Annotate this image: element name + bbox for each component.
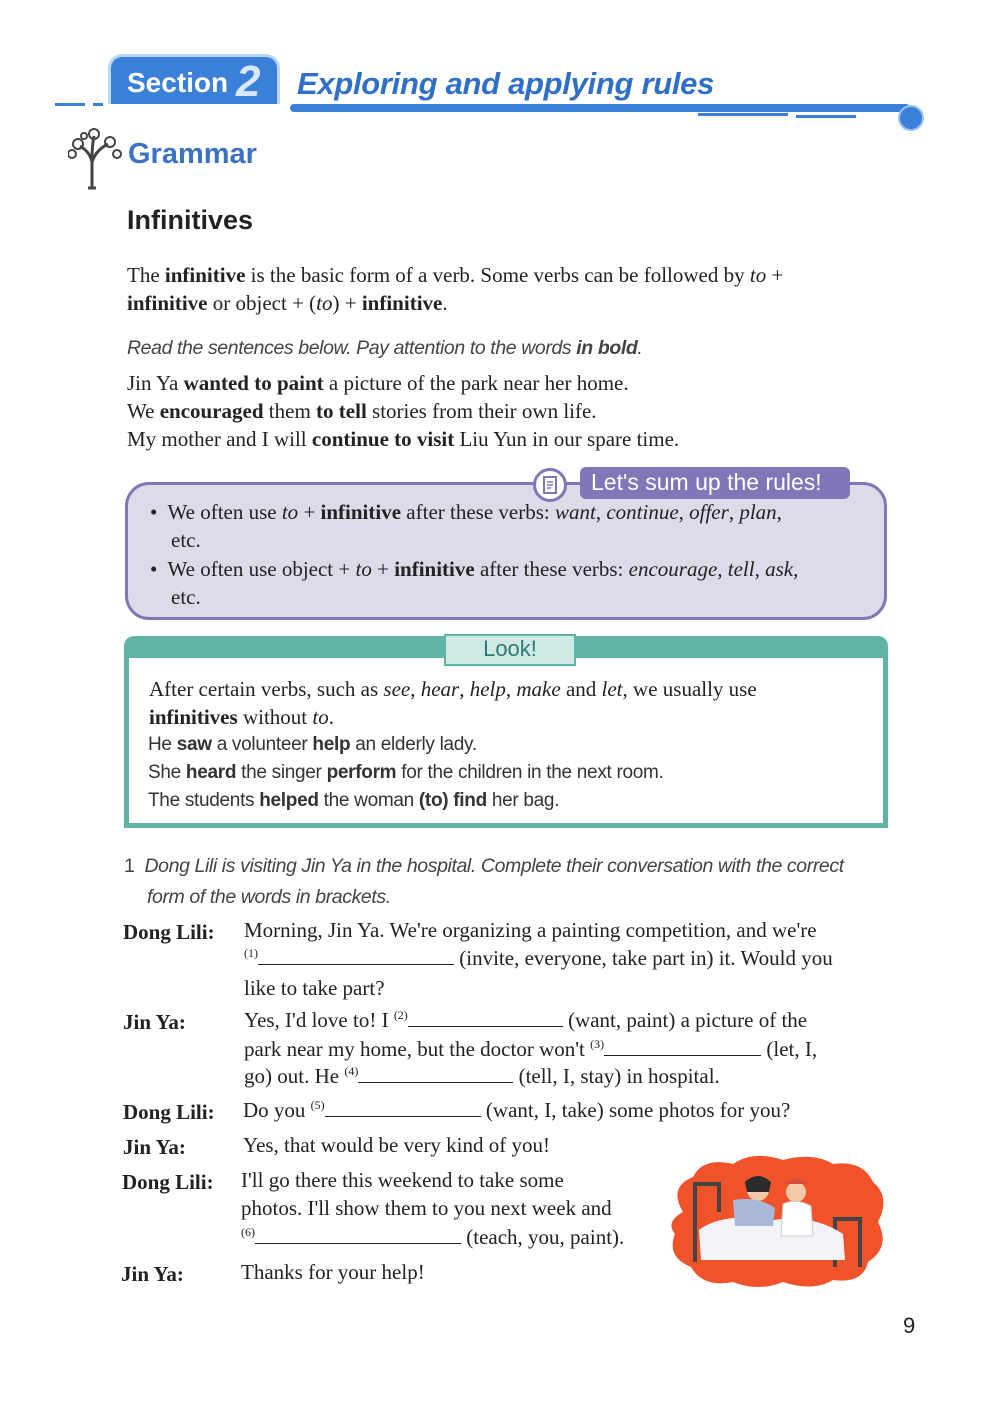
line-5b: photos. I'll show them to you next week and bbox=[241, 1196, 612, 1220]
speaker-3: Dong Lili: bbox=[123, 1100, 215, 1124]
example-sentences bbox=[127, 369, 679, 453]
header-dot bbox=[898, 105, 924, 131]
line-5a: I'll go there this weekend to take some bbox=[241, 1168, 564, 1192]
sum-up-label: Let's sum up the rules! bbox=[591, 469, 822, 495]
section-tab bbox=[108, 54, 280, 104]
line-1c: like to take part? bbox=[244, 976, 385, 1000]
tree-icon bbox=[68, 128, 122, 190]
example-2: We encouraged them to tell stories from their own life. bbox=[127, 399, 597, 423]
section-word: Section bbox=[127, 67, 229, 98]
header-underline bbox=[290, 104, 910, 112]
topic-title: Infinitives bbox=[127, 205, 254, 235]
look-example-1: He saw a volunteer help an elderly lady. bbox=[148, 734, 477, 755]
notes-icon bbox=[533, 468, 567, 502]
exercise-instruction: 1 Dong Lili is visiting Jin Ya in the hospital. Complete their conversation with the correct form of the words in brackets. bbox=[124, 855, 844, 908]
section-title: Exploring and applying rules bbox=[297, 66, 715, 101]
blank-4[interactable] bbox=[358, 1066, 513, 1083]
example-3: My mother and I will continue to visit Liu Yun in our spare time. bbox=[127, 427, 680, 451]
line-1b: $^{(1)}$ (invite, everyone, take part in) it. Would you bbox=[244, 946, 833, 970]
look-paragraph: After certain verbs, such as see, hear, help, make and let, we usually use infinitives without to. bbox=[149, 677, 757, 729]
blank-6[interactable] bbox=[255, 1227, 461, 1244]
rule-2: • We often use object + to + infinitive after these verbs: encourage, tell, ask, etc. bbox=[150, 557, 799, 609]
speaker-4: Jin Ya: bbox=[123, 1135, 186, 1159]
hospital-bed-illustration bbox=[663, 1152, 890, 1290]
speaker-2: Jin Ya: bbox=[123, 1010, 186, 1034]
line-3: Do you $^{(5)}$ (want, I, take) some photos for you? bbox=[243, 1098, 791, 1122]
look-label: Look! bbox=[483, 636, 537, 661]
look-example-2: She heard the singer perform for the children in the next room. bbox=[148, 762, 664, 783]
line-5c: $^{(6)}$ (teach, you, paint). bbox=[241, 1225, 625, 1249]
blank-3[interactable] bbox=[604, 1039, 761, 1056]
grammar-title: Grammar bbox=[128, 138, 257, 170]
page-number: 9 bbox=[903, 1313, 916, 1338]
instruction: Read the sentences below. Pay attention to the words in bold. bbox=[127, 337, 643, 359]
line-4: Yes, that would be very kind of you! bbox=[243, 1133, 551, 1157]
blank-2[interactable] bbox=[408, 1010, 563, 1027]
line-1a: Morning, Jin Ya. We're organizing a painting competition, and we're bbox=[244, 918, 817, 942]
speaker-5: Dong Lili: bbox=[122, 1170, 214, 1194]
section-number: 2 bbox=[236, 57, 261, 106]
intro-paragraph: The infinitive is the basic form of a verb. Some verbs can be followed by to + infinitive or object + (to) + infinitive. bbox=[127, 263, 784, 315]
line-2a: Yes, I'd love to! I $^{(2)}$ (want, paint) a picture of the bbox=[244, 1008, 808, 1032]
example-1: Jin Ya wanted to paint a picture of the park near her home. bbox=[127, 371, 629, 395]
speaker-6: Jin Ya: bbox=[121, 1262, 184, 1286]
line-2c: go) out. He $^{(4)}$ (tell, I, stay) in hospital. bbox=[244, 1064, 720, 1088]
rule-1: • We often use to + infinitive after these verbs: want, continue, offer, plan, etc. bbox=[150, 500, 782, 552]
blank-5[interactable] bbox=[325, 1100, 481, 1117]
line-2b: park near my home, but the doctor won't $^{(3)}$ (let, I, bbox=[244, 1037, 818, 1061]
blank-1[interactable] bbox=[258, 948, 454, 965]
speaker-1: Dong Lili: bbox=[123, 920, 215, 944]
look-example-3: The students helped the woman (to) find her bag. bbox=[148, 790, 560, 811]
line-6: Thanks for your help! bbox=[241, 1260, 425, 1284]
